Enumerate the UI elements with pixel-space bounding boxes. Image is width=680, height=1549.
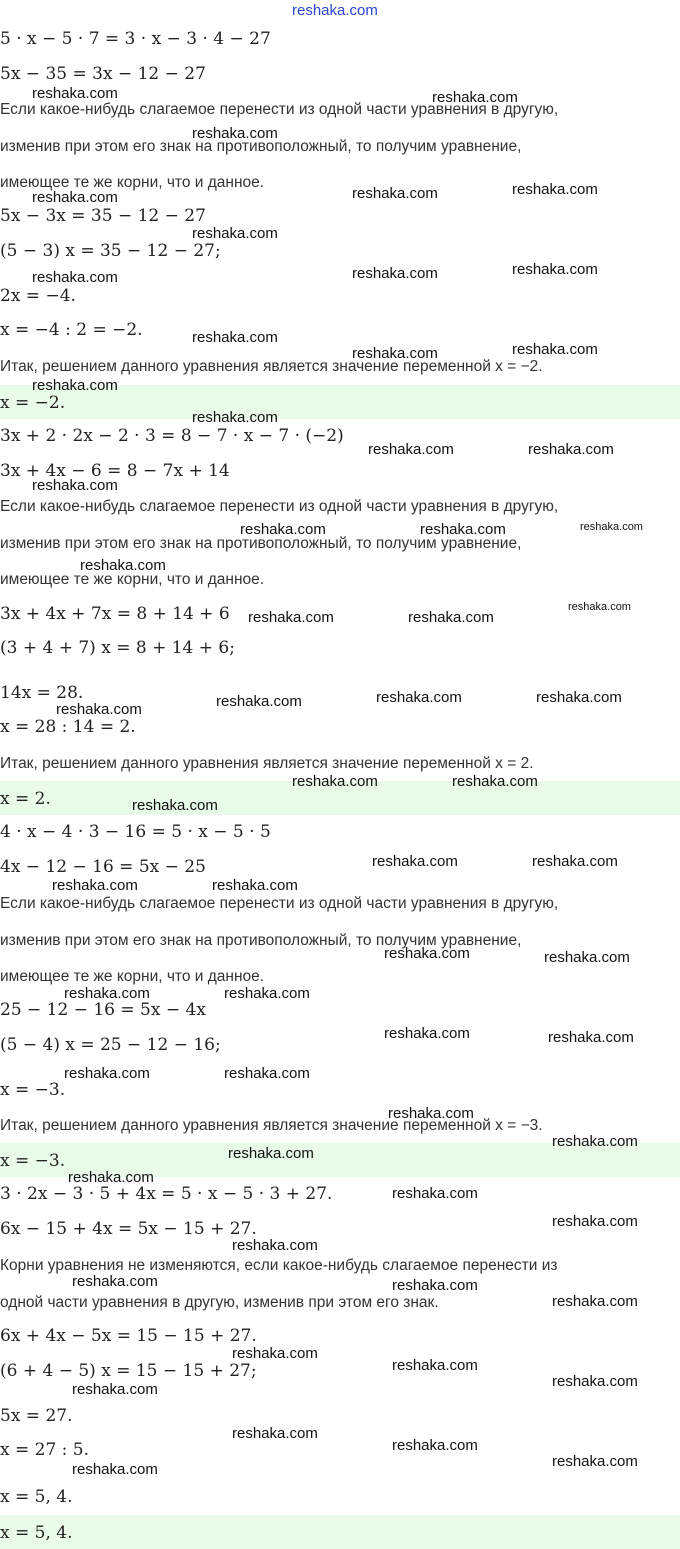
watermark: reshaka.com [192,409,278,426]
watermark: reshaka.com [192,225,278,242]
watermark: reshaka.com [420,521,506,538]
watermark: reshaka.com [372,853,458,870]
watermark: reshaka.com [512,261,598,278]
conclusion-text: Итак, решением данного уравнения является значение переменной x = −3. [0,1117,543,1134]
watermark: reshaka.com [212,877,298,894]
equation-line: x = 28 : 14 = 2. [0,717,136,737]
watermark: reshaka.com [536,689,622,706]
watermark: reshaka.com [32,269,118,286]
equation-line: 3x + 4x − 6 = 8 − 7x + 14 [0,461,230,481]
equation-line: x = 5, 4. [0,1487,73,1507]
watermark: reshaka.com [388,1105,474,1122]
equation-line: (3 + 4 + 7) x = 8 + 14 + 6; [0,638,235,658]
equation-line: (5 − 3) x = 35 − 12 − 27; [0,241,221,261]
watermark: reshaka.com [392,1357,478,1374]
watermark: reshaka.com [384,945,470,962]
equation-line: 14x = 28. [0,683,84,703]
watermark: reshaka.com [32,85,118,102]
equation-line: 5x = 27. [0,1406,73,1426]
watermark: reshaka.com [352,265,438,282]
watermark: reshaka.com [392,1277,478,1294]
answer-line: x = −3. [0,1151,66,1171]
watermark: reshaka.com [72,1273,158,1290]
explanation-text: изменив при этом его знак на противоположный, то получим уравнение, [0,535,522,552]
watermark: reshaka.com [352,345,438,362]
watermark: reshaka.com [544,949,630,966]
explanation-text: Если какое-нибудь слагаемое перенести из одной части уравнения в другую, [0,101,559,118]
watermark: reshaka.com [224,985,310,1002]
explanation-text: Если какое-нибудь слагаемое перенести из одной части уравнения в другую, [0,895,559,912]
answer-line: x = 5, 4. [0,1523,73,1543]
equation-line: 5x − 3x = 35 − 12 − 27 [0,206,206,226]
watermark: reshaka.com [32,477,118,494]
watermark: reshaka.com [292,773,378,790]
watermark: reshaka.com [552,1293,638,1310]
watermark: reshaka.com [132,797,218,814]
equation-line: x = −3. [0,1080,66,1100]
equation-line: 5 · x − 5 · 7 = 3 · x − 3 · 4 − 27 [0,29,271,49]
conclusion-text: Итак, решением данного уравнения является значение переменной x = 2. [0,755,534,772]
watermark: reshaka.com [384,1025,470,1042]
watermark: reshaka.com [232,1425,318,1442]
watermark: reshaka.com [352,185,438,202]
watermark: reshaka.com [240,521,326,538]
watermark: reshaka.com [232,1237,318,1254]
conclusion-text: Итак, решением данного уравнения является значение переменной x = −2. [0,358,543,375]
equation-line: 3x + 2 · 2x − 2 · 3 = 8 − 7 · x − 7 · (−2) [0,426,344,446]
watermark: reshaka.com [552,1213,638,1230]
equation-line: 4x − 12 − 16 = 5x − 25 [0,857,206,877]
equation-line: 6x − 15 + 4x = 5x − 15 + 27. [0,1219,257,1239]
watermark: reshaka.com [56,701,142,718]
explanation-text: имеющее те же корни, что и данное. [0,174,265,191]
watermark: reshaka.com [392,1437,478,1454]
watermark: reshaka.com [232,1345,318,1362]
watermark: reshaka.com [224,1065,310,1082]
watermark: reshaka.com [32,189,118,206]
explanation-text: Если какое-нибудь слагаемое перенести из одной части уравнения в другую, [0,498,559,515]
watermark: reshaka.com [532,853,618,870]
watermark: reshaka.com [376,689,462,706]
watermark: reshaka.com [72,1461,158,1478]
watermark: reshaka.com [228,1145,314,1162]
watermark: reshaka.com [72,1381,158,1398]
equation-line: (5 − 4) x = 25 − 12 − 16; [0,1035,221,1055]
explanation-text: Корни уравнения не изменяются, если какое-нибудь слагаемое перенести из [0,1257,558,1274]
watermark: reshaka.com [192,329,278,346]
watermark: reshaka.com [80,557,166,574]
equation-line: x = −4 : 2 = −2. [0,320,143,340]
equation-line: 6x + 4x − 5x = 15 − 15 + 27. [0,1326,257,1346]
watermark: reshaka.com [580,521,643,533]
watermark: reshaka.com [68,1169,154,1186]
watermark: reshaka.com [512,341,598,358]
watermark: reshaka.com [512,181,598,198]
answer-line: x = −2. [0,393,66,413]
equation-line: 3 · 2x − 3 · 5 + 4x = 5 · x − 5 · 3 + 27. [0,1184,333,1204]
watermark: reshaka.com [432,89,518,106]
watermark: reshaka.com [552,1373,638,1390]
watermark: reshaka.com [248,609,334,626]
equation-line: 5x − 35 = 3x − 12 − 27 [0,64,206,84]
equation-line: 25 − 12 − 16 = 5x − 4x [0,1000,206,1020]
watermark: reshaka.com [548,1029,634,1046]
watermark: reshaka.com [192,125,278,142]
watermark: reshaka.com [452,773,538,790]
explanation-text: имеющее те же корни, что и данное. [0,571,265,588]
equation-line: (6 + 4 − 5) x = 15 − 15 + 27; [0,1361,257,1381]
watermark: reshaka.com [64,985,150,1002]
equation-line: 2x = −4. [0,286,76,306]
explanation-text: имеющее те же корни, что и данное. [0,968,265,985]
site-header-link[interactable]: reshaka.com [292,2,378,19]
equation-line: 3x + 4x + 7x = 8 + 14 + 6 [0,604,230,624]
answer-line: x = 2. [0,789,51,809]
watermark: reshaka.com [52,877,138,894]
watermark: reshaka.com [552,1133,638,1150]
explanation-text: одной части уравнения в другую, изменив при этом его знак. [0,1294,439,1311]
explanation-text: изменив при этом его знак на противоположный, то получим уравнение, [0,138,522,155]
watermark: reshaka.com [216,693,302,710]
equation-line: x = 27 : 5. [0,1440,90,1460]
watermark: reshaka.com [32,377,118,394]
watermark: reshaka.com [528,441,614,458]
watermark: reshaka.com [552,1453,638,1470]
watermark: reshaka.com [368,441,454,458]
equation-line: 4 · x − 4 · 3 − 16 = 5 · x − 5 · 5 [0,822,271,842]
explanation-text: изменив при этом его знак на противоположный, то получим уравнение, [0,932,522,949]
watermark: reshaka.com [392,1185,478,1202]
watermark: reshaka.com [568,601,631,613]
watermark: reshaka.com [408,609,494,626]
watermark: reshaka.com [64,1065,150,1082]
